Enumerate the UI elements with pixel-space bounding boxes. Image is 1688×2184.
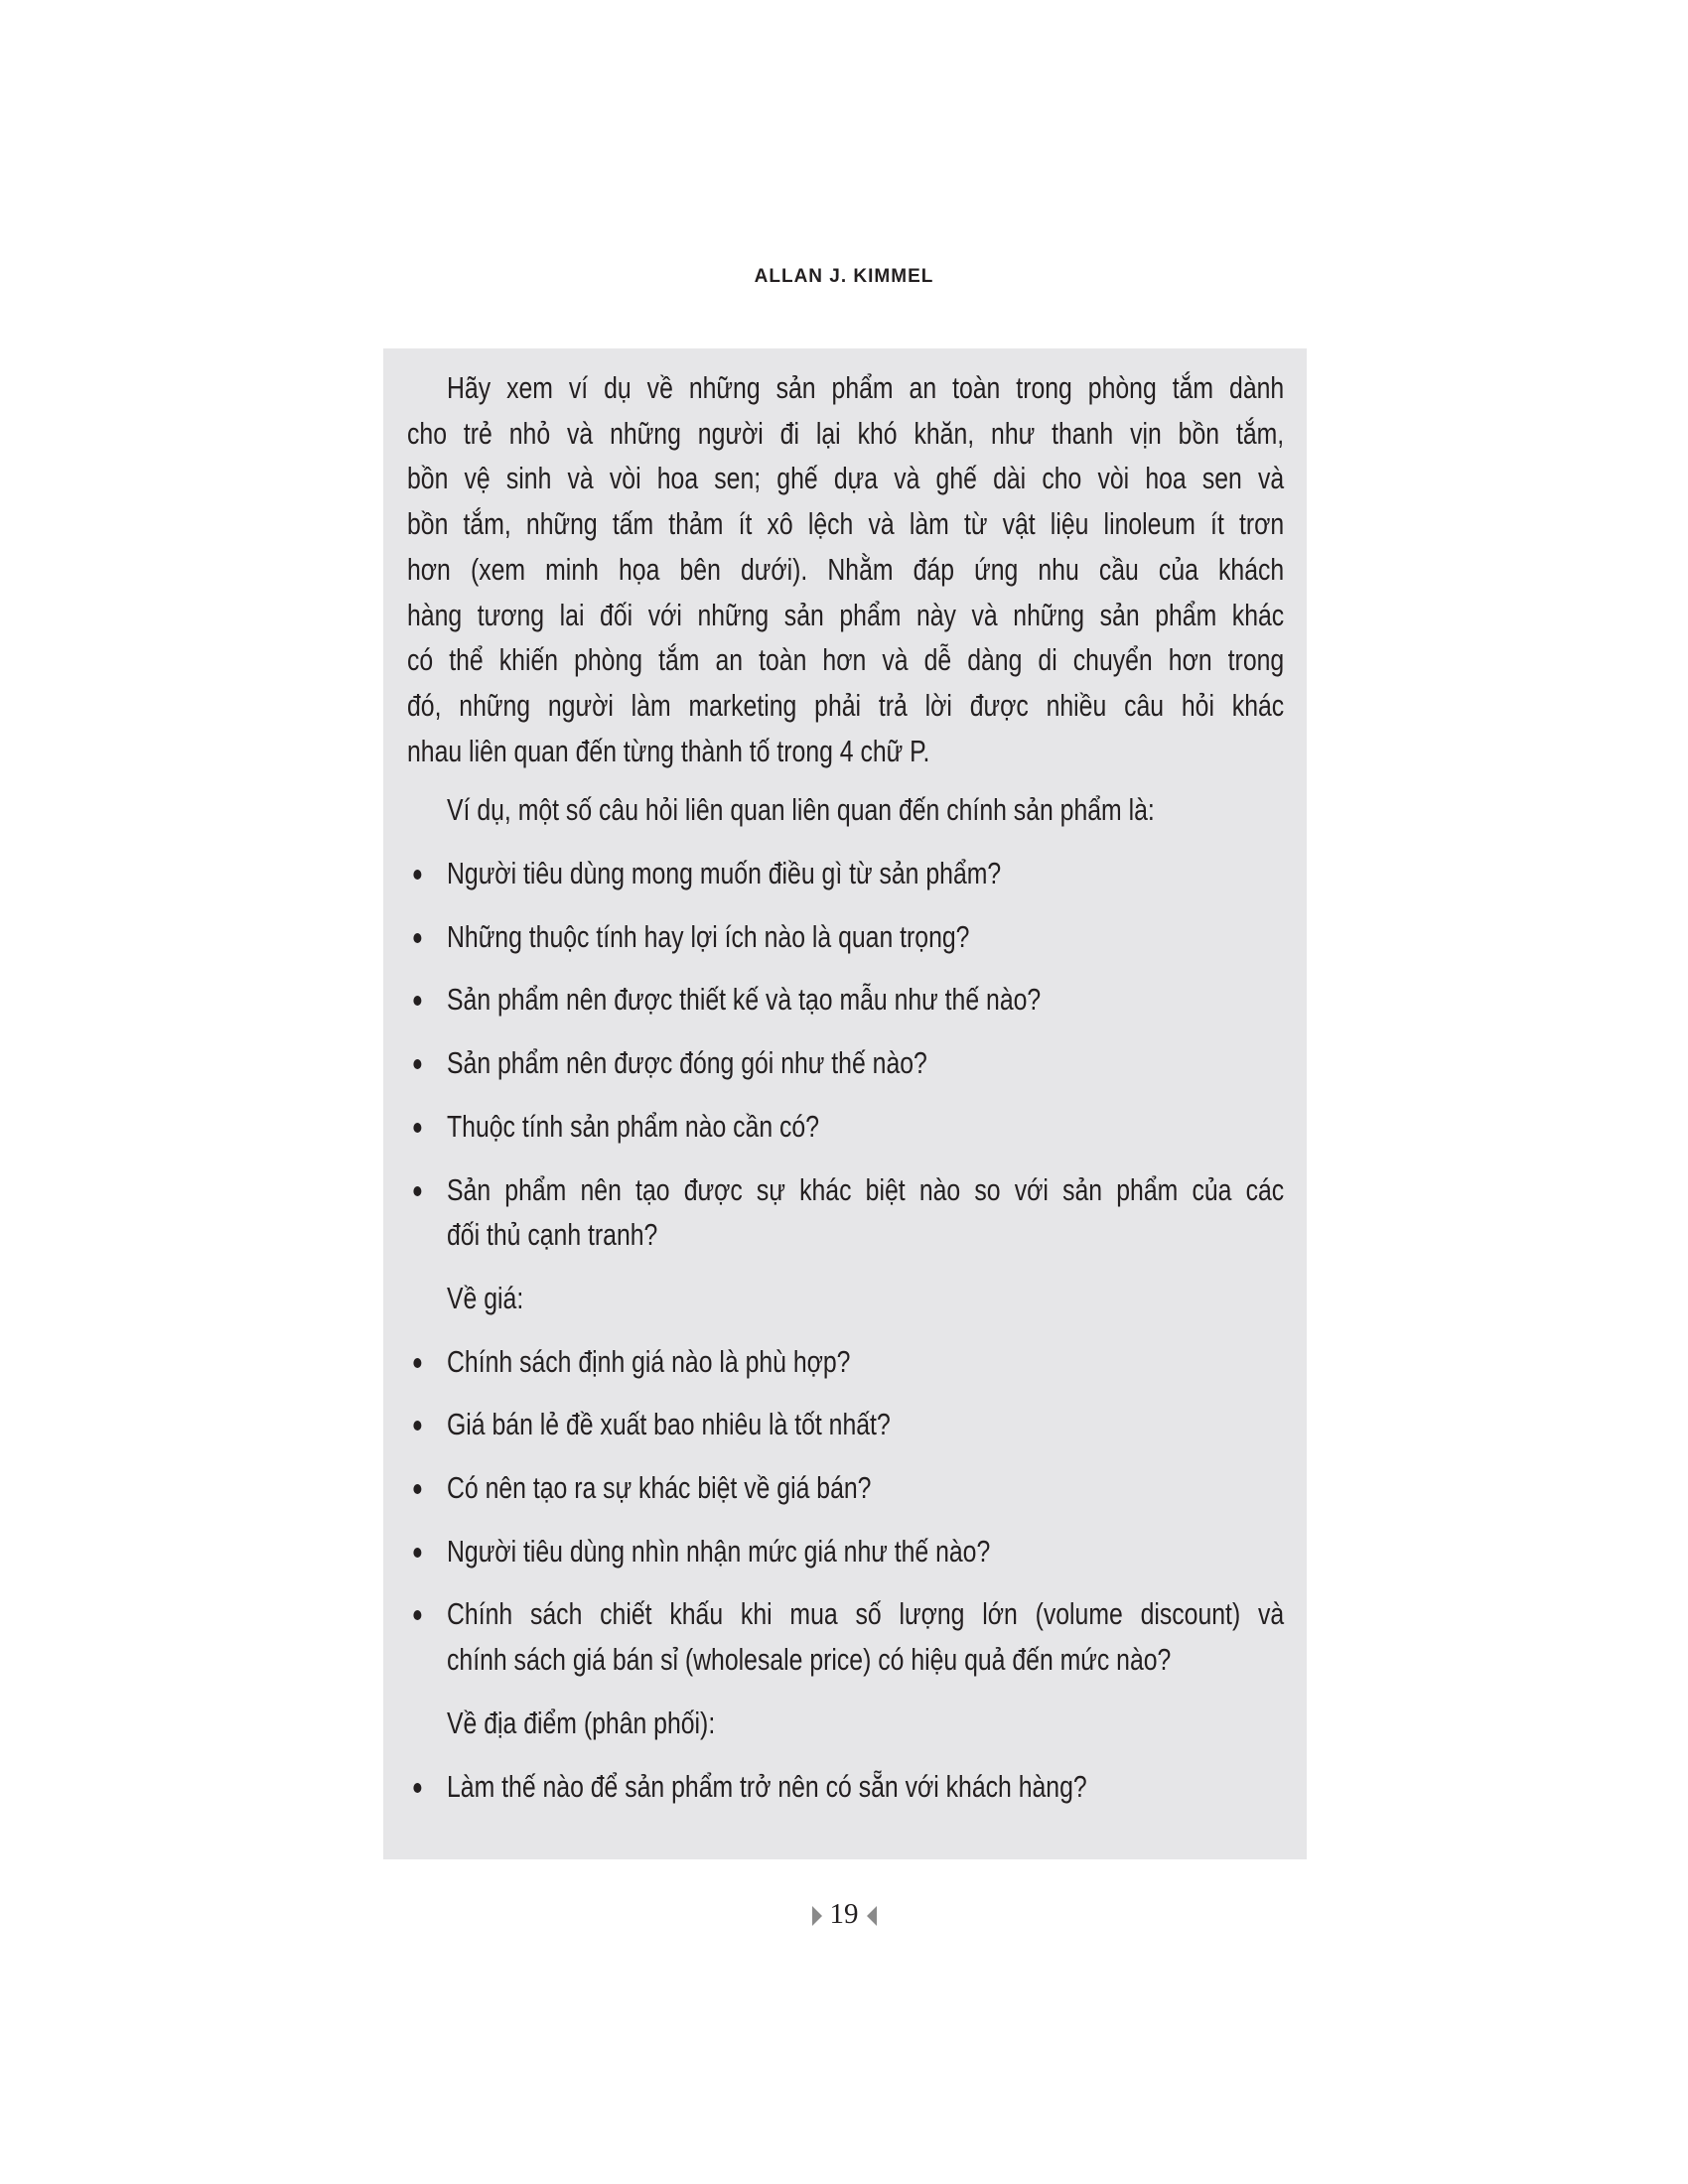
paragraph-line: nhau liên quan đến từng thành tố trong 4 chữ P. — [407, 733, 930, 768]
paragraph-line: có thể khiến phòng tắm an toàn hơn và dễ dàng di chuyển hơn trong — [407, 642, 1285, 678]
page-number: 19 — [829, 1898, 859, 1930]
paragraph-line: hơn (xem minh họa bên dưới). Nhằm đáp ứng nhu cầu của khách — [407, 551, 1285, 587]
bullet-icon — [413, 1123, 421, 1133]
right-triangle-icon — [812, 1906, 822, 1926]
bullet-icon — [413, 870, 421, 880]
intro-paragraph — [407, 365, 1284, 773]
bullet-icon — [413, 1059, 421, 1069]
place-lead: Về địa điểm (phân phối): — [447, 1705, 716, 1740]
paragraph-line: đó, những người làm marketing phải trả lời được nhiều câu hỏi khác — [407, 687, 1285, 723]
list-item: Có nên tạo ra sự khác biệt về giá bán? — [407, 1465, 1284, 1511]
bullet-icon — [413, 1548, 421, 1558]
bullet-icon — [413, 1484, 421, 1494]
price-lead: Về giá: — [447, 1280, 524, 1315]
product-lead: Ví dụ, một số câu hỏi liên quan liên quan đến chính sản phẩm là: — [447, 792, 1155, 828]
bullet-icon — [413, 1783, 421, 1793]
bullet-icon — [413, 1610, 421, 1620]
list-item: Người tiêu dùng nhìn nhận mức giá như thế nào? — [407, 1529, 1284, 1574]
list-item: Sản phẩm nên được thiết kế và tạo mẫu như thế nào? — [407, 977, 1284, 1023]
running-header-author: ALLAN J. KIMMEL — [754, 266, 934, 287]
shaded-text-box — [383, 348, 1307, 1859]
box-content — [407, 365, 1284, 1809]
bullet-icon — [413, 933, 421, 943]
list-item: Làm thế nào để sản phẩm trở nên có sẵn với khách hàng? — [407, 1764, 1284, 1810]
bullet-icon — [413, 1421, 421, 1431]
left-triangle-icon — [867, 1906, 877, 1926]
bullet-icon — [413, 1358, 421, 1368]
page-number-footer — [0, 1898, 1688, 1931]
bullet-icon — [413, 996, 421, 1006]
paragraph-line: bồn tắm, những tấm thảm ít xô lệch và làm từ vật liệu linoleum ít trơn — [407, 506, 1285, 542]
bullet-icon — [413, 1186, 421, 1196]
list-item: Sản phẩm nên được đóng gói như thế nào? — [407, 1040, 1284, 1086]
list-item: Người tiêu dùng mong muốn điều gì từ sản phẩm? — [407, 851, 1284, 896]
paragraph-line: hàng tương lai đối với những sản phẩm này và những sản phẩm khác — [407, 597, 1285, 632]
paragraph-line: Hãy xem ví dụ về những sản phẩm an toàn trong phòng tắm dành — [447, 370, 1285, 405]
paragraph-line: bồn vệ sinh và vòi hoa sen; ghế dựa và ghế dài cho vòi hoa sen và — [407, 461, 1285, 496]
list-item: Sản phẩm nên tạo được sự khác biệt nào so với sản phẩm của các đối thủ cạnh tranh? — [407, 1167, 1284, 1258]
list-item: Chính sách chiết khấu khi mua số lượng lớn (volume discount) và chính sách giá bán sỉ (wholesale price) có hiệu quả đến mức nào? — [407, 1591, 1284, 1682]
list-item: Giá bán lẻ đề xuất bao nhiêu là tốt nhất? — [407, 1402, 1284, 1447]
list-item: Chính sách định giá nào là phù hợp? — [407, 1339, 1284, 1385]
paragraph-line: cho trẻ nhỏ và những người đi lại khó khăn, như thanh vịn bồn tắm, — [407, 415, 1285, 451]
list-item: Những thuộc tính hay lợi ích nào là quan trọng? — [407, 914, 1284, 960]
list-item: Thuộc tính sản phẩm nào cần có? — [407, 1104, 1284, 1150]
